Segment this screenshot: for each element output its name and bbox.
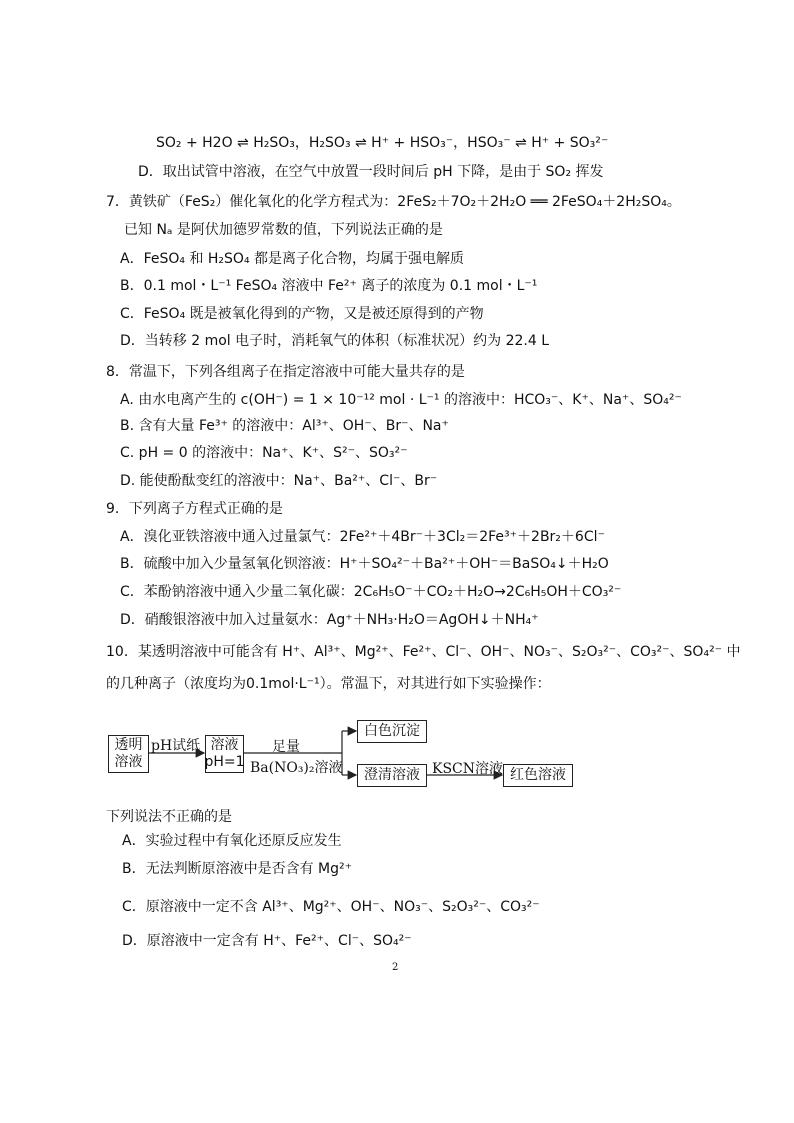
diagram-box-transparent-solution	[108, 735, 149, 773]
question-9-stem: 9．下列离子方程式正确的是	[106, 501, 283, 517]
label-kscn: KSCN溶液	[432, 761, 504, 777]
diagram-box-clear-solution: 澄清溶液	[357, 764, 427, 787]
text-line-q6-option-d: D．取出试管中溶液，在空气中放置一段时间后 pH 下降，是由于 SO₂ 挥发	[138, 164, 604, 180]
question-8-option-c: C. pH = 0 的溶液中：Na⁺、K⁺、S²⁻、SO₃²⁻	[120, 445, 408, 461]
question-9-option-c: C．苯酚钠溶液中通入少量二氧化碳：2C₆H₅O⁻＋CO₂＋H₂O→2C₆H₅OH＋CO₃²⁻	[120, 584, 622, 600]
diagram-box-solution-ph1	[205, 735, 244, 773]
text-line-so2-equilibria: SO₂ + H2O ⇌ H₂SO₃，H₂SO₃ ⇌ H⁺ + HSO₃⁻，HSO₃⁻ ⇌ H⁺ + SO₃²⁻	[156, 135, 609, 151]
question-9-option-b: B．硫酸中加入少量氢氧化钡溶液：H⁺＋SO₄²⁻＋Ba²⁺＋OH⁻＝BaSO₄↓＋H₂O	[120, 556, 609, 572]
question-10-stem-cont: 的几种离子（浓度均为0.1mol·L⁻¹）。常温下，对其进行如下实验操作：	[106, 676, 551, 692]
diagram-box-white-precipitate: 白色沉淀	[357, 720, 427, 743]
box-start-line1: 透明	[114, 737, 143, 753]
question-7-option-b: B．0.1 mol・L⁻¹ FeSO₄ 溶液中 Fe²⁺ 离子的浓度为 0.1 mol・L⁻¹	[120, 278, 538, 294]
question-7-stem: 7．黄铁矿（FeS₂）催化氧化的化学方程式为：2FeS₂＋7O₂＋2H₂O ══ 2FeSO₄＋2H₂SO₄。	[106, 194, 681, 210]
question-10-option-a: A．实验过程中有氧化还原反应发生	[122, 833, 342, 849]
page-number: 2	[392, 962, 399, 973]
label-reagent: Ba(NO₃)₂溶液	[250, 760, 343, 776]
box-solution-line2: pH=1	[204, 754, 245, 770]
question-10-prompt: 下列说法不正确的是	[106, 809, 232, 825]
question-10-option-d: D．原溶液中一定含有 H⁺、Fe²⁺、Cl⁻、SO₄²⁻	[122, 933, 412, 949]
question-8-option-a: A. 由水电离产生的 c(OH⁻) = 1 × 10⁻¹² mol · L⁻¹ 的溶液中：HCO₃⁻、K⁺、Na⁺、SO₄²⁻	[120, 392, 682, 408]
question-10-stem: 10．某透明溶液中可能含有 H⁺、Al³⁺、Mg²⁺、Fe²⁺、Cl⁻、OH⁻、NO₃⁻、S₂O₃²⁻、CO₃²⁻、SO₄²⁻ 中	[106, 644, 741, 660]
label-sufficient: 足量	[272, 739, 300, 755]
question-8-stem: 8．常温下，下列各组离子在指定溶液中可能大量共存的是	[106, 364, 465, 380]
box-start-line2: 溶液	[114, 754, 143, 770]
question-8-option-b: B. 含有大量 Fe³⁺ 的溶液中：Al³⁺、OH⁻、Br⁻、Na⁺	[120, 418, 449, 434]
question-7-stem-cont: 已知 Nₐ 是阿伏加德罗常数的值，下列说法正确的是	[124, 222, 443, 238]
question-9-option-a: A．溴化亚铁溶液中通入过量氯气：2Fe²⁺＋4Br⁻＋3Cl₂＝2Fe³⁺＋2Br₂＋6Cl⁻	[120, 529, 605, 545]
question-9-option-d: D．硝酸银溶液中加入过量氨水：Ag⁺＋NH₃·H₂O＝AgOH↓＋NH₄⁺	[120, 612, 539, 628]
question-8-option-d: D. 能使酚酞变红的溶液中：Na⁺、Ba²⁺、Cl⁻、Br⁻	[120, 473, 438, 489]
question-10-option-b: B．无法判断原溶液中是否含有 Mg²⁺	[122, 861, 353, 877]
question-7-option-d: D．当转移 2 mol 电子时，消耗氧气的体积（标准状况）约为 22.4 L	[120, 333, 550, 349]
label-ph-paper: pH试纸	[151, 738, 201, 754]
question-7-option-c: C．FeSO₄ 既是被氧化得到的产物，又是被还原得到的产物	[120, 306, 484, 322]
question-7-option-a: A．FeSO₄ 和 H₂SO₄ 都是离子化合物，均属于强电解质	[120, 251, 465, 267]
diagram-box-red-solution: 红色溶液	[503, 764, 573, 787]
box-solution-line1: 溶液	[210, 737, 239, 753]
question-10-option-c: C．原溶液中一定不含 Al³⁺、Mg²⁺、OH⁻、NO₃⁻、S₂O₃²⁻、CO₃²⁻	[122, 899, 540, 915]
